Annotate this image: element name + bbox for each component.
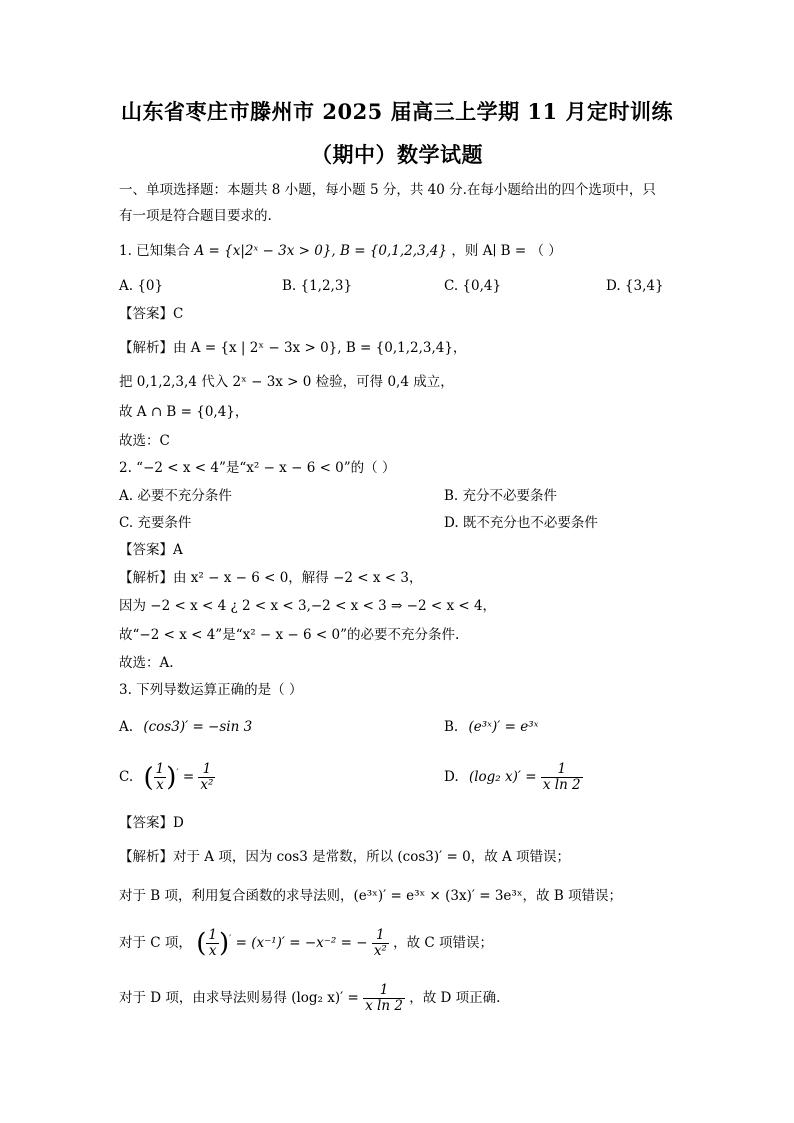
q3-analysis-c xyxy=(119,928,493,959)
document-title-line1: 山东省枣庄市滕州市 2025 届高三上学期 11 月定时训练 xyxy=(121,99,673,124)
q3-option-c-rhs-num: 1 xyxy=(202,761,212,777)
q3-analysis-b: 对于 B 项，利用复合函数的求导法则，(e³ˣ)′ = e³ˣ × (3x)′ = 3e³ˣ，故 B 项错误； xyxy=(119,888,623,904)
q2-conclusion: 故选：A. xyxy=(119,655,174,671)
q3-option-c-lhs-den: x xyxy=(154,777,167,793)
q2-analysis-3: 故“−2 < x < 4”是“x² − x − 6 < 0”的必要不充分条件. xyxy=(119,627,460,643)
q3-option-c-lhs-frac xyxy=(154,762,167,793)
q3-analysis-c-lhs-den: x xyxy=(206,943,219,959)
q3-option-c xyxy=(119,762,215,793)
section-intro-line2: 有一项是符合题目要求的. xyxy=(119,208,272,224)
q3-option-a xyxy=(119,718,252,736)
q3-option-d-frac xyxy=(541,762,583,793)
q2-answer: 【答案】A xyxy=(119,542,183,558)
q1-analysis-3: 故 A ∩ B = {0,4}， xyxy=(119,404,249,420)
q2-stem: 2. “−2 < x < 4”是“x² − x − 6 < 0”的（ ） xyxy=(119,460,396,476)
q3-option-c-rhs-frac xyxy=(198,762,215,793)
q3-analysis-c-lparen: ( xyxy=(196,928,207,959)
q3-analysis-d-den: x ln 2 xyxy=(365,998,403,1014)
q1-analysis-1: 【解析】由 A = {x | 2ˣ − 3x > 0}, B = {0,1,2,3,4}， xyxy=(119,340,467,356)
q3-analysis-c-lhs-num: 1 xyxy=(208,927,217,943)
q3-option-c-prime: ′ xyxy=(176,767,179,779)
q1-stem xyxy=(119,242,562,260)
q3-option-c-rhs-den: x² xyxy=(200,777,214,793)
q1-conclusion: 故选：C xyxy=(119,433,170,449)
q3-analysis-c-rhs-num: 1 xyxy=(376,927,385,943)
q3-analysis-c-suffix: ，故 C 项错误； xyxy=(393,935,494,951)
q1-sets: A = {x|2ˣ − 3x > 0}, B = {0,1,2,3,4} xyxy=(194,243,448,259)
q2-analysis-2: 因为 −2 < x < 4 ¿ 2 < x < 3,−2 < x < 3 ⇒ −2 < x < 4， xyxy=(119,598,497,614)
q3-option-c-label: C. xyxy=(119,769,134,785)
q3-option-c-rparen: ) xyxy=(166,762,177,793)
q1-analysis-2: 把 0,1,2,3,4 代入 2ˣ − 3x > 0 检验，可得 0,4 成立， xyxy=(119,374,454,390)
q3-option-b-expr: (e³ˣ)′ = e³ˣ xyxy=(468,719,539,735)
q3-answer: 【答案】D xyxy=(119,815,184,831)
q3-option-b xyxy=(444,718,538,736)
q1-option-a: A. {0} xyxy=(119,278,164,294)
q2-option-d: D. 既不充分也不必要条件 xyxy=(444,515,598,531)
q1-option-d: D. {3,4} xyxy=(606,278,664,294)
q1-stem-prefix: 1. 已知集合 xyxy=(119,243,191,259)
document-title-line2: （期中）数学试题 xyxy=(311,142,483,167)
q3-option-d-lhs: (log₂ x)′ = xyxy=(468,769,537,785)
q1-answer: 【答案】C xyxy=(119,306,184,322)
q3-stem: 3. 下列导数运算正确的是（ ） xyxy=(119,682,303,698)
q3-option-a-expr: (cos3)′ = −sin 3 xyxy=(143,719,253,735)
q3-analysis-c-rparen: ) xyxy=(218,928,230,959)
q3-analysis-d-prefix: 对于 D 项，由求导法则易得 (log₂ x)′ = xyxy=(119,990,359,1006)
q3-option-d-label: D. xyxy=(444,769,459,785)
q2-option-b: B. 充分不必要条件 xyxy=(444,488,558,504)
q3-analysis-a: 【解析】对于 A 项，因为 cos3 是常数，所以 (cos3)′ = 0，故 A 项错误； xyxy=(119,849,571,865)
q3-analysis-c-rhs-den: x² xyxy=(373,943,387,959)
q1-option-b: B. {1,2,3} xyxy=(282,278,353,294)
q1-option-c: C. {0,4} xyxy=(444,278,502,294)
q3-analysis-c-prime: ′ xyxy=(229,933,232,945)
q3-analysis-c-prefix: 对于 C 项， xyxy=(119,935,192,951)
q3-analysis-d-frac xyxy=(363,983,405,1014)
q3-option-d-num: 1 xyxy=(557,761,567,777)
q2-option-c: C. 充要条件 xyxy=(119,515,192,531)
q3-analysis-d xyxy=(119,983,500,1014)
q2-analysis-1: 【解析】由 x² − x − 6 < 0，解得 −2 < x < 3， xyxy=(119,570,423,586)
q1-stem-suffix: ，则 A∣ B = （ ） xyxy=(451,243,562,259)
section-intro-line1: 一、单项选择题：本题共 8 小题，每小题 5 分，共 40 分.在每小题给出的四个选项中，只 xyxy=(119,182,656,198)
q3-option-b-label: B. xyxy=(444,719,459,735)
q3-analysis-d-num: 1 xyxy=(379,982,389,998)
q3-analysis-c-mid: = (x⁻¹)′ = −x⁻² = − xyxy=(235,935,368,951)
q3-option-d xyxy=(444,762,583,793)
q3-analysis-c-lhs-frac xyxy=(206,928,219,959)
q3-option-d-den: x ln 2 xyxy=(542,777,581,793)
q3-analysis-c-rhs-frac xyxy=(372,928,389,959)
q3-option-a-label: A. xyxy=(119,719,134,735)
q3-option-c-lhs-num: 1 xyxy=(155,761,165,777)
q2-option-a: A. 必要不充分条件 xyxy=(119,488,232,504)
q3-option-c-lparen: ( xyxy=(143,762,154,793)
q3-analysis-d-suffix: ，故 D 项正确. xyxy=(409,990,501,1006)
q3-option-c-eq: = xyxy=(182,769,199,785)
